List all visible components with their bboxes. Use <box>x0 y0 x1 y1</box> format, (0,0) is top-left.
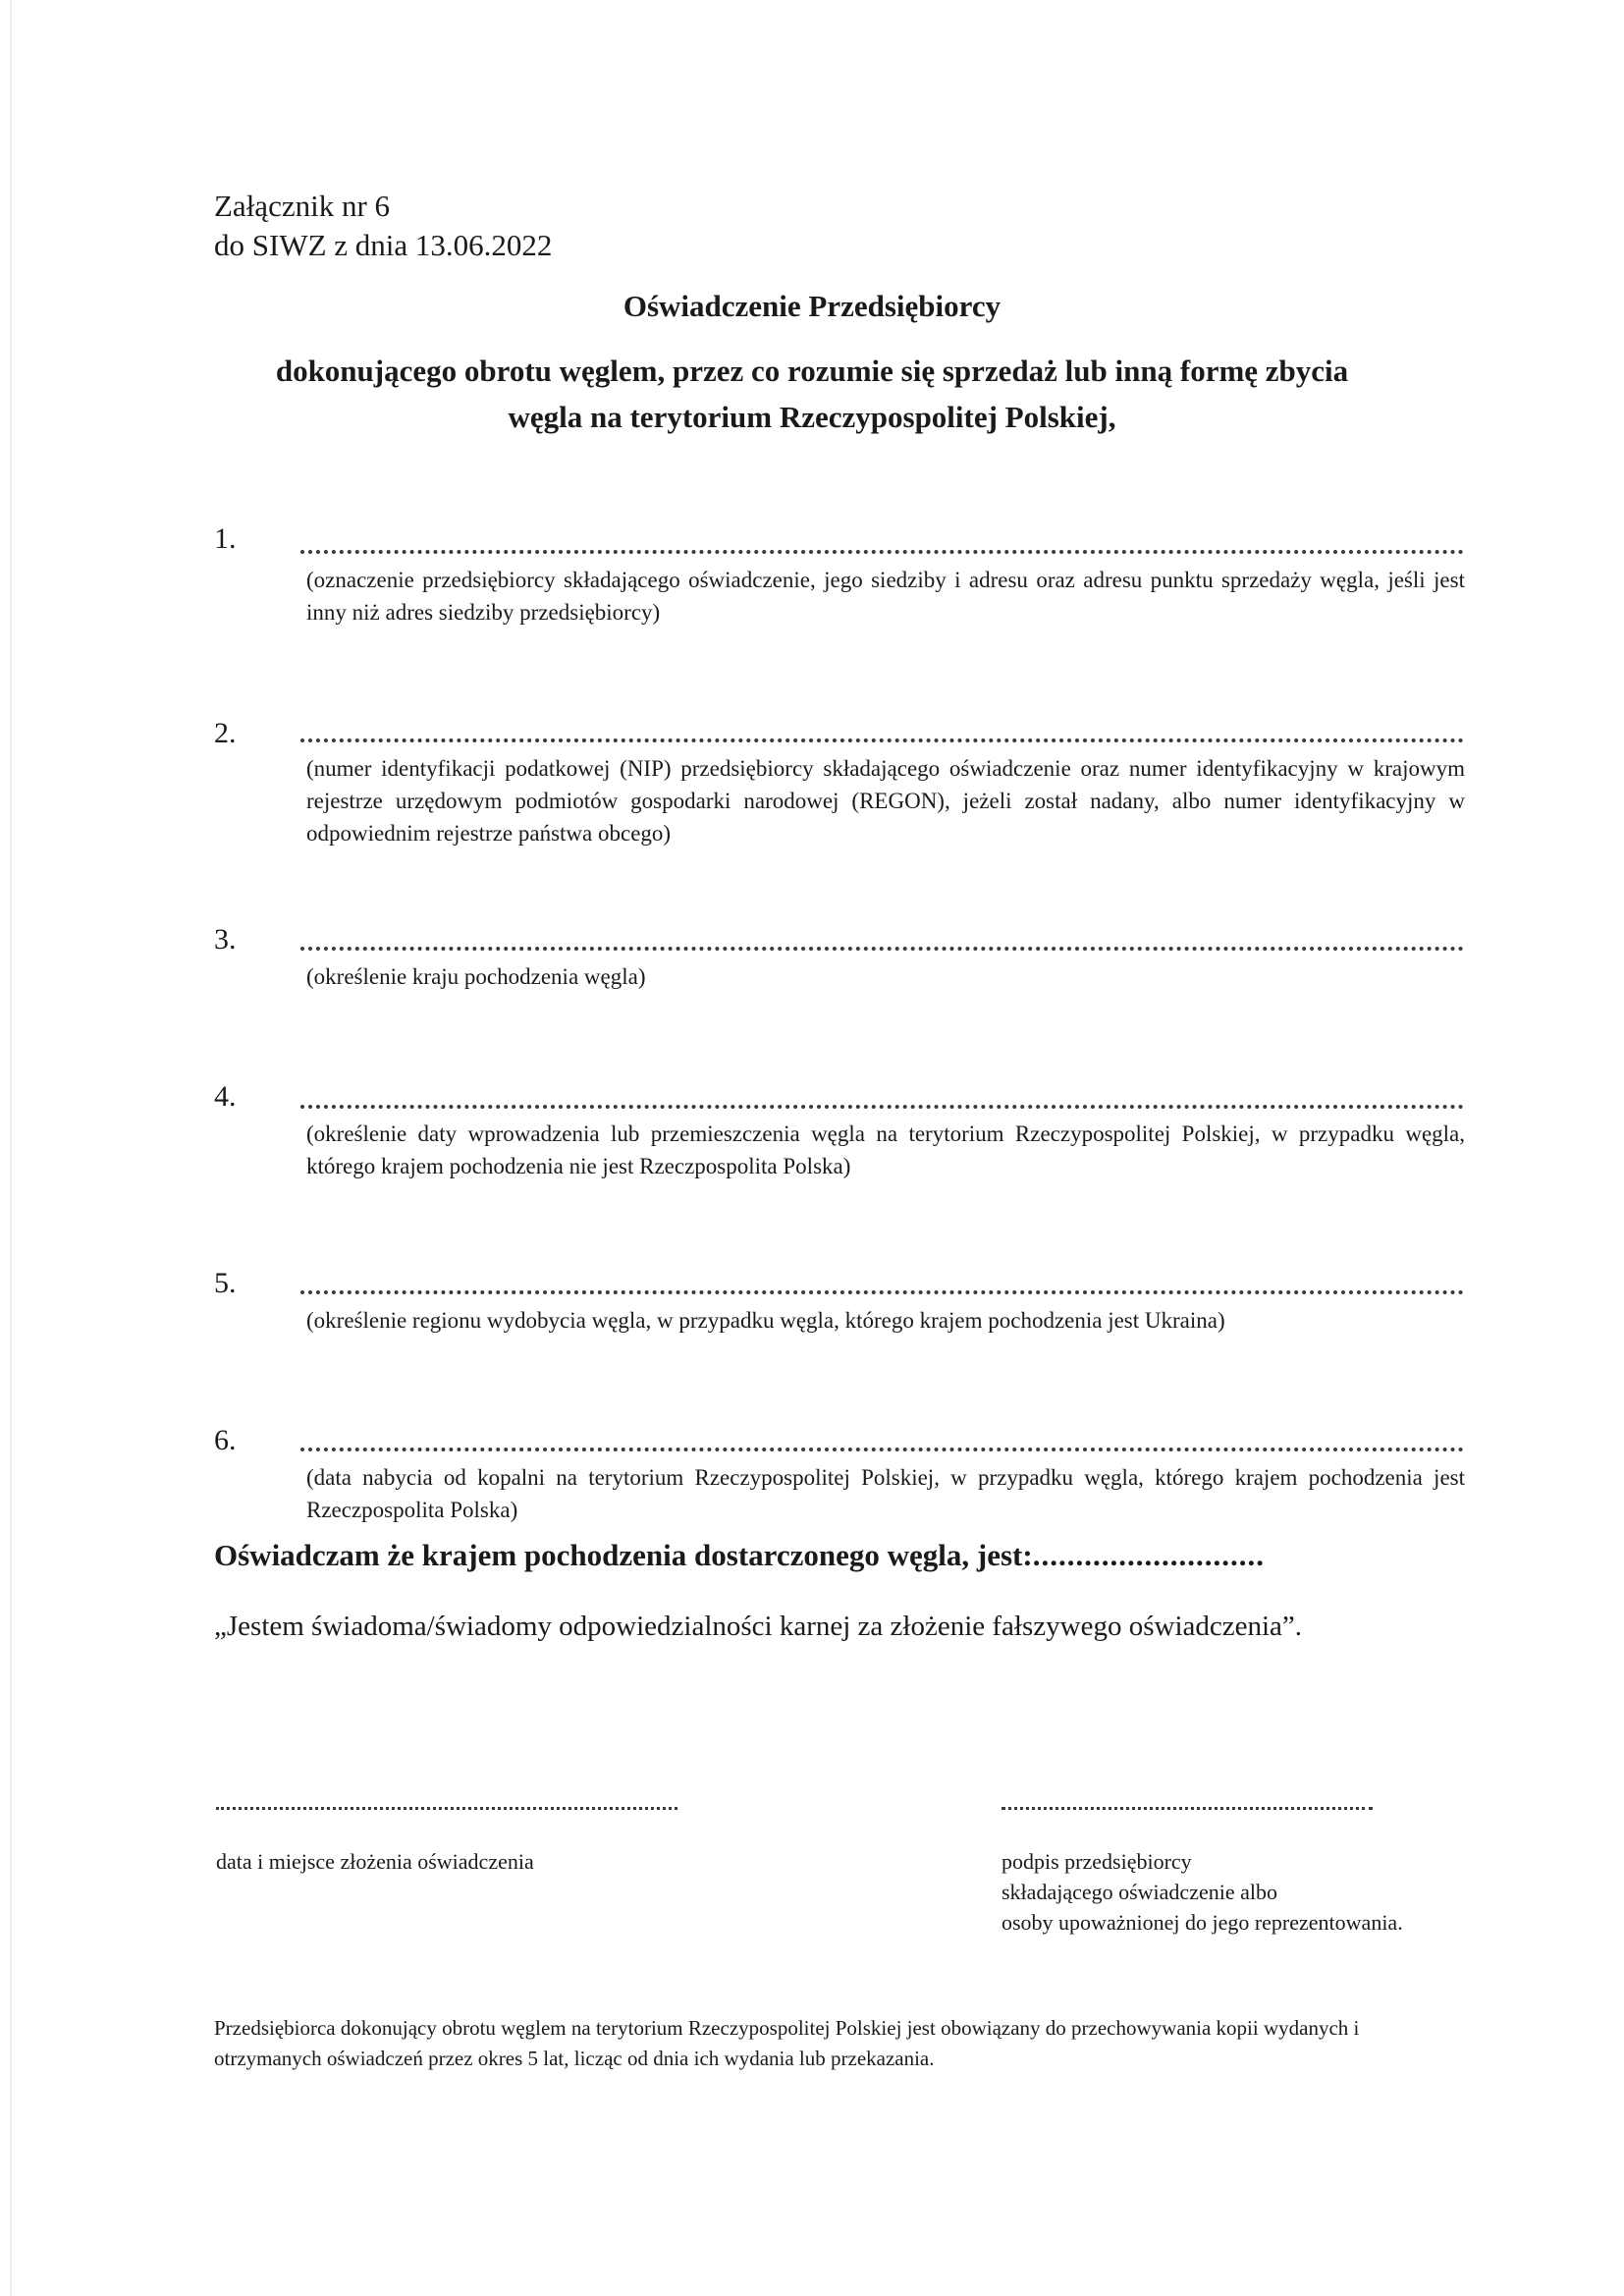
document-subtitle <box>0 348 1624 440</box>
item-description: (określenie daty wprowadzenia lub przemieszczenia węgla na terytorium Rzeczypospolitej Polskiej, w przypadku węgla, którego krajem pochodzenia nie jest Rzeczpospolita Polska) <box>306 1121 1465 1178</box>
fill-in-line <box>300 947 1464 951</box>
item-description: (numer identyfikacji podatkowej (NIP) przedsiębiorcy składającego oświadczenie oraz numer identyfikacyjny w krajowym rejestrze urzędowym podmiotów gospodarki narodowej (REGON), jeżeli został nadany, albo numer identyfikacyjny w odpowiednim rejestrze państwa obcego) <box>306 756 1465 846</box>
fill-in-line <box>300 1105 1464 1109</box>
signature-label-line-1: podpis przedsiębiorcy <box>1001 1849 1192 1874</box>
signature-line <box>1001 1807 1373 1810</box>
scan-edge <box>10 0 12 2296</box>
origin-statement-text: Oświadczam że krajem pochodzenia dostarczonego węgla, jest: <box>214 1538 1033 1572</box>
item-description: (data nabycia od kopalni na terytorium Rzeczypospolitej Polskiej, w przypadku węgla, którego krajem pochodzenia jest Rzeczpospolita Polska) <box>306 1465 1465 1522</box>
item-number: 2. <box>214 717 237 749</box>
document-title: Oświadczenie Przedsiębiorcy <box>623 289 1001 323</box>
item-description: (określenie regionu wydobycia węgla, w przypadku węgla, którego krajem pochodzenia jest Ukraina) <box>306 1308 1225 1333</box>
fill-in-line <box>300 738 1464 742</box>
subtitle-line-2: węgla na terytorium Rzeczypospolitej Polskiej, <box>508 400 1116 434</box>
fill-in-line <box>300 1290 1464 1294</box>
signature-label-line-3: osoby upoważnionej do jego reprezentowania. <box>1001 1910 1403 1935</box>
origin-statement <box>214 1538 1265 1573</box>
item-number: 1. <box>214 522 237 555</box>
item-number: 4. <box>214 1080 237 1113</box>
item-description: (oznaczenie przedsiębiorcy składającego oświadczenie, jego siedziby i adresu oraz adresu punktu sprzedaży węgla, jeśli jest inny niż adres siedziby przedsiębiorcy) <box>306 568 1465 625</box>
subtitle-line-1: dokonującego obrotu węglem, przez co rozumie się sprzedaż lub inną formę zbycia <box>275 354 1349 388</box>
date-place-label: data i miejsce złożenia oświadczenia <box>216 1849 534 1874</box>
fill-in-line <box>300 1448 1464 1451</box>
item-number: 3. <box>214 923 237 956</box>
item-number: 5. <box>214 1267 237 1299</box>
signature-label <box>1001 1846 1403 1938</box>
date-place-line <box>216 1807 677 1810</box>
retention-note: Przedsiębiorca dokonujący obrotu węglem na terytorium Rzeczypospolitej Polskiej jest obowiązany do przechowywania kopii wydanych i otrzymanych oświadczeń przez okres 5 lat, licząc od dnia ich wydania lub przekazania. <box>214 2016 1360 2070</box>
signature-label-line-2: składającego oświadczenie albo <box>1001 1880 1277 1904</box>
liability-declaration: „Jestem świadoma/świadomy odpowiedzialności karnej za złożenie fałszywego oświadczenia”. <box>214 1611 1303 1642</box>
item-number: 6. <box>214 1424 237 1456</box>
fill-in-line <box>300 550 1464 554</box>
attachment-reference: do SIWZ z dnia 13.06.2022 <box>214 228 553 262</box>
item-description: (określenie kraju pochodzenia węgla) <box>306 964 646 989</box>
origin-fill-in: ........................... <box>1032 1538 1265 1572</box>
attachment-number: Załącznik nr 6 <box>214 189 391 223</box>
